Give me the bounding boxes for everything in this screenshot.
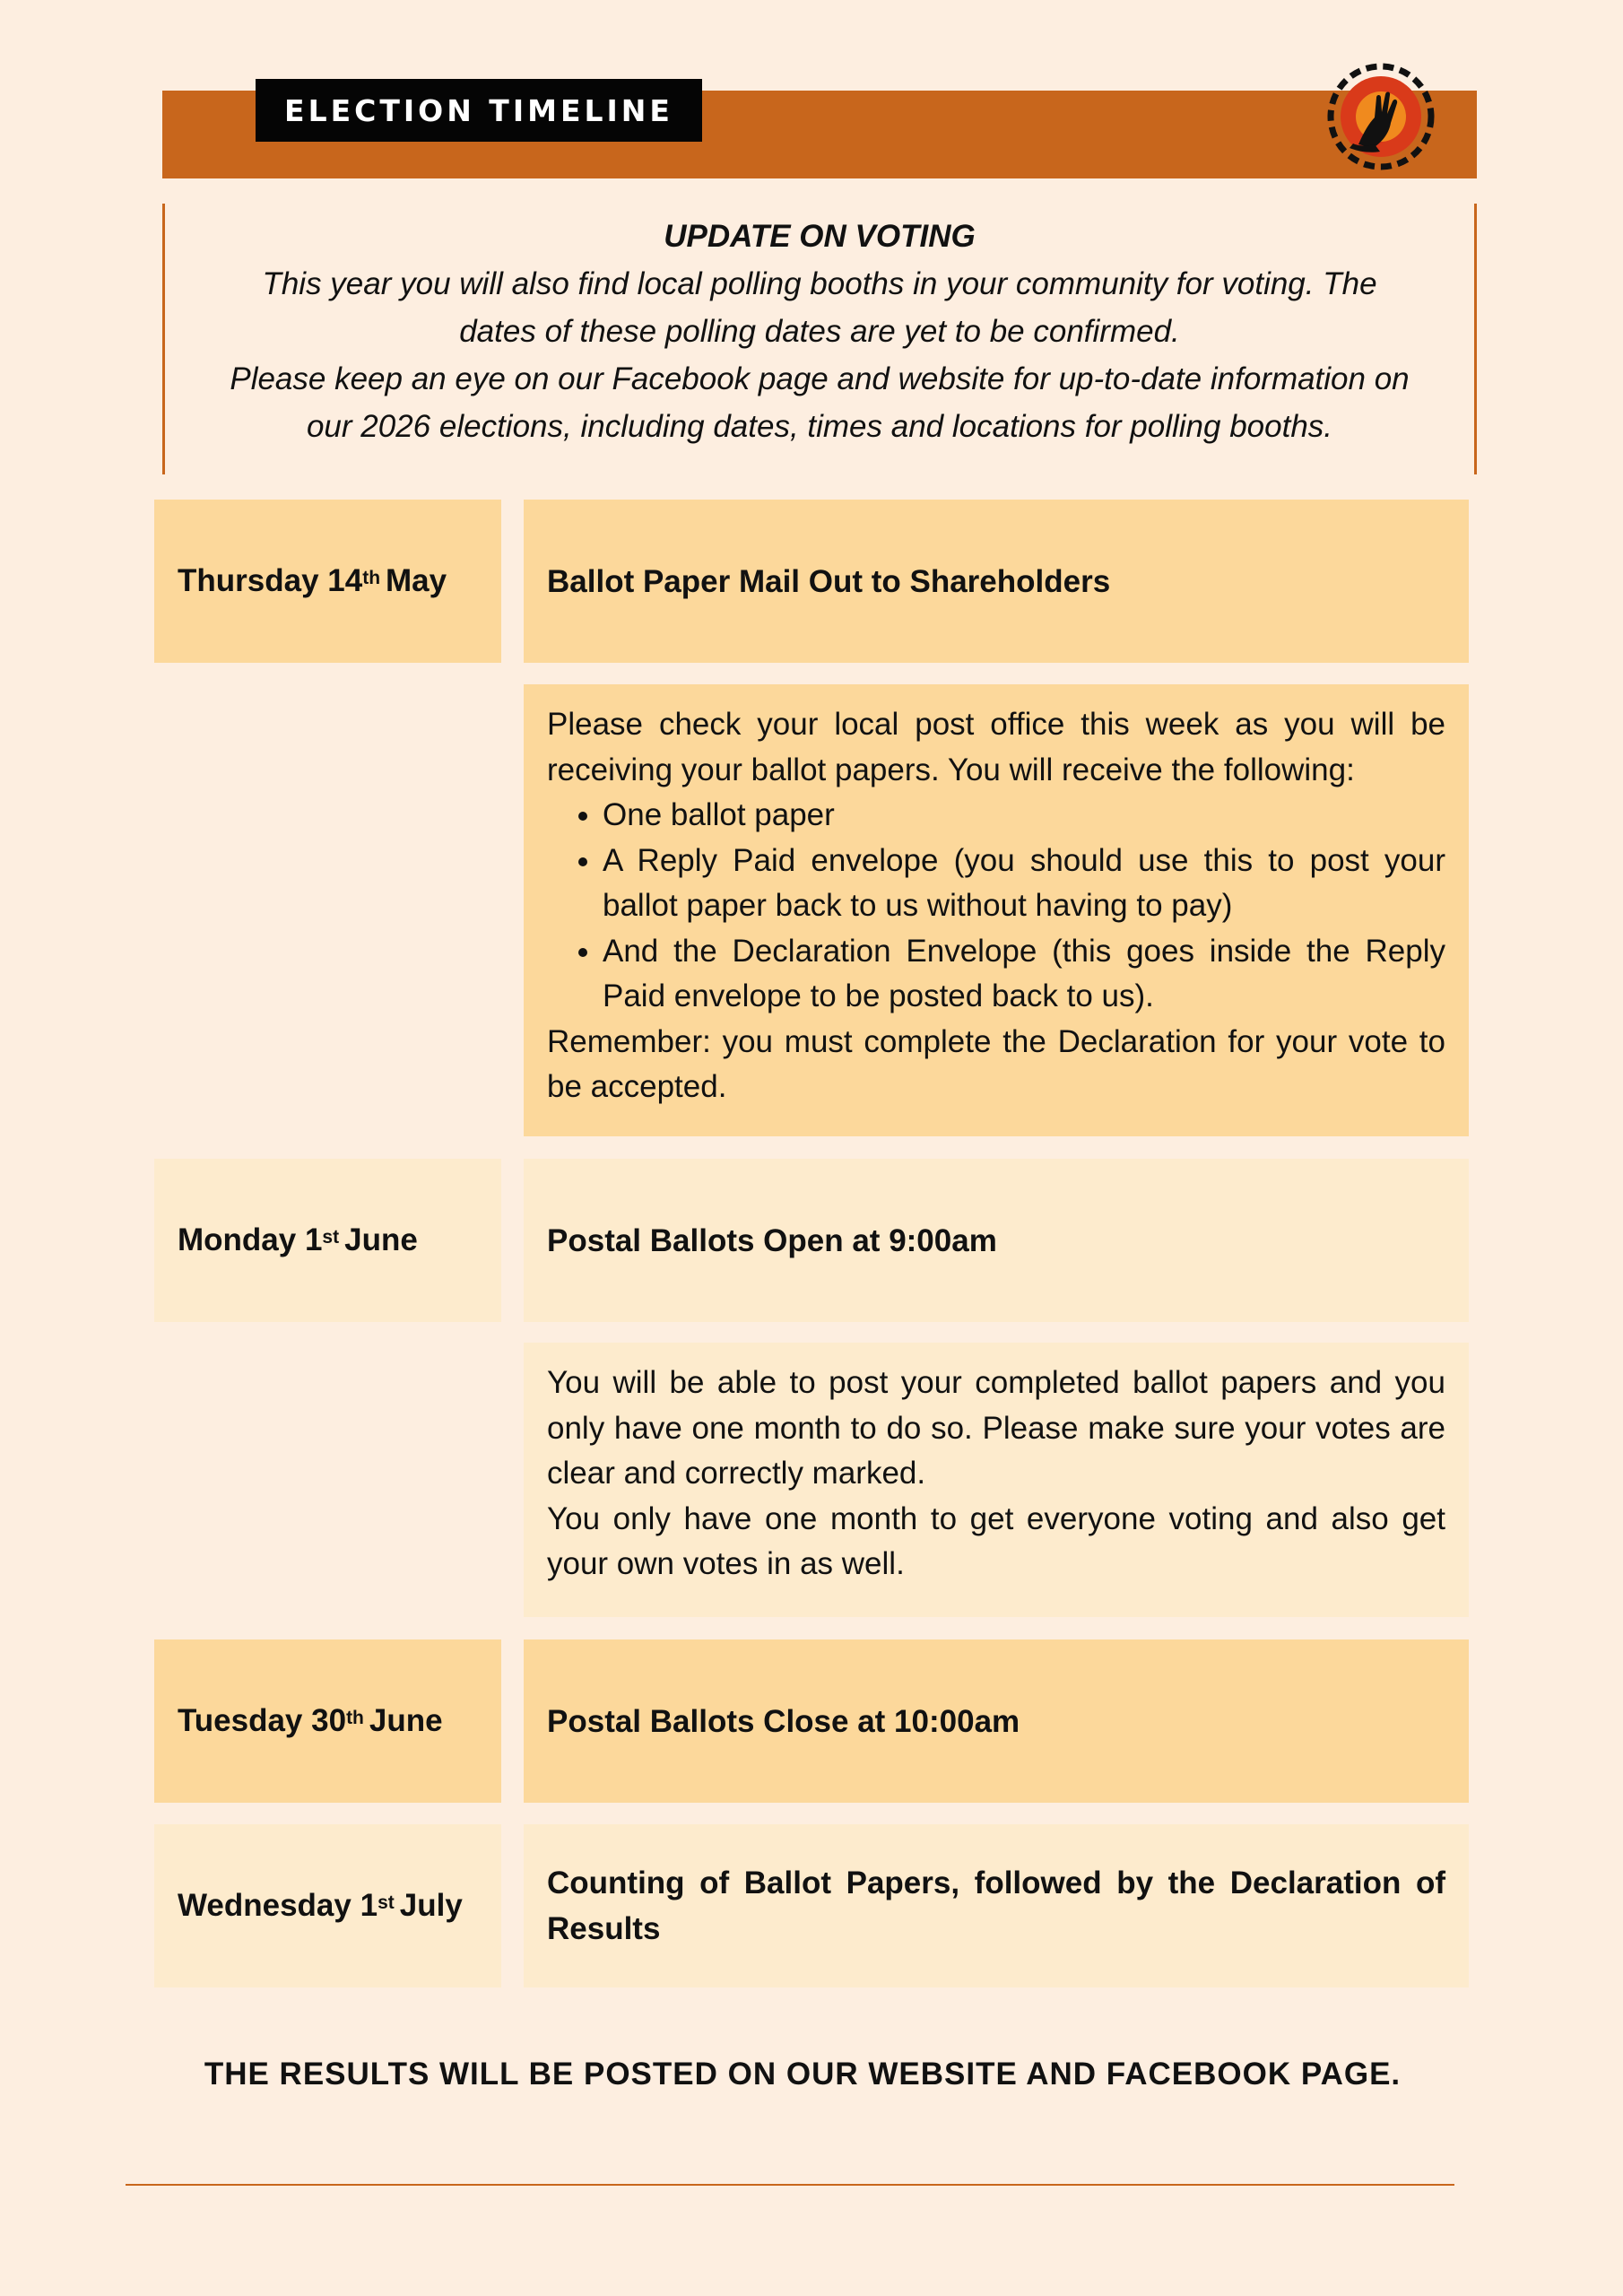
ballot-contents-list (547, 793, 1445, 1020)
page-title: ELECTION TIMELINE (256, 79, 702, 142)
notice-line: Please keep an eye on our Facebook page and website for up-to-date information on (230, 361, 1410, 396)
list-item: • And the Declaration Envelope (this goes inside the Reply Paid envelope to be posted back to us). (603, 929, 1445, 1020)
date-suffix: st (378, 1892, 395, 1913)
voting-update-notice (162, 204, 1477, 474)
date-suffix: th (362, 567, 381, 588)
hand-circle-logo (1323, 58, 1439, 175)
event-title-counting: Counting of Ballot Papers, followed by the Declaration of Results (524, 1824, 1469, 1987)
list-item: • One ballot paper (603, 793, 1445, 839)
date-day: Thursday 14 (178, 563, 363, 598)
list-item: • A Reply Paid envelope (you should use this to post your ballot paper back to us without having to pay) (603, 839, 1445, 929)
date-month: July (399, 1888, 463, 1923)
description-paragraph: You will be able to post your completed ballot papers and you only have one month to do so. Please make sure your votes are clear and correctly marked. (547, 1365, 1445, 1491)
date-day: Monday 1 (178, 1222, 323, 1257)
notice-line: This year you will also find local polling booths in your community for voting. The (262, 266, 1377, 301)
date-month: June (369, 1703, 443, 1738)
event-description-ballots-open (524, 1343, 1469, 1617)
description-paragraph: You only have one month to get everyone voting and also get your own votes in as well. (547, 1500, 1445, 1581)
results-footer-note: THE RESULTS WILL BE POSTED ON OUR WEBSITE AND FACEBOOK PAGE. (204, 2057, 1402, 2092)
date-suffix: st (322, 1226, 340, 1248)
date-suffix: th (346, 1707, 364, 1728)
date-cell-counting (154, 1824, 501, 1987)
notice-line: dates of these polling dates are yet to be confirmed. (459, 314, 1180, 349)
notice-line: our 2026 elections, including dates, times and locations for polling booths. (306, 409, 1333, 444)
footer-divider (126, 2184, 1454, 2186)
date-cell-ballots-open (154, 1159, 501, 1322)
date-cell-mail-out (154, 500, 501, 663)
date-cell-ballots-close (154, 1639, 501, 1803)
date-month: May (386, 563, 447, 598)
notice-title: UPDATE ON VOTING (664, 219, 976, 254)
date-day: Tuesday 30 (178, 1703, 347, 1738)
date-month: June (344, 1222, 418, 1257)
date-day: Wednesday 1 (178, 1888, 378, 1923)
description-reminder: Remember: you must complete the Declaration for your vote to be accepted. (547, 1023, 1445, 1104)
event-description-mail-out (524, 684, 1469, 1136)
event-title-ballots-open: Postal Ballots Open at 9:00am (524, 1159, 1469, 1322)
event-title-ballots-close: Postal Ballots Close at 10:00am (524, 1639, 1469, 1803)
event-title-mail-out: Ballot Paper Mail Out to Shareholders (524, 500, 1469, 663)
description-intro: Please check your local post office this week as you will be receiving your ballot papers. You will receive the following: (547, 707, 1445, 787)
